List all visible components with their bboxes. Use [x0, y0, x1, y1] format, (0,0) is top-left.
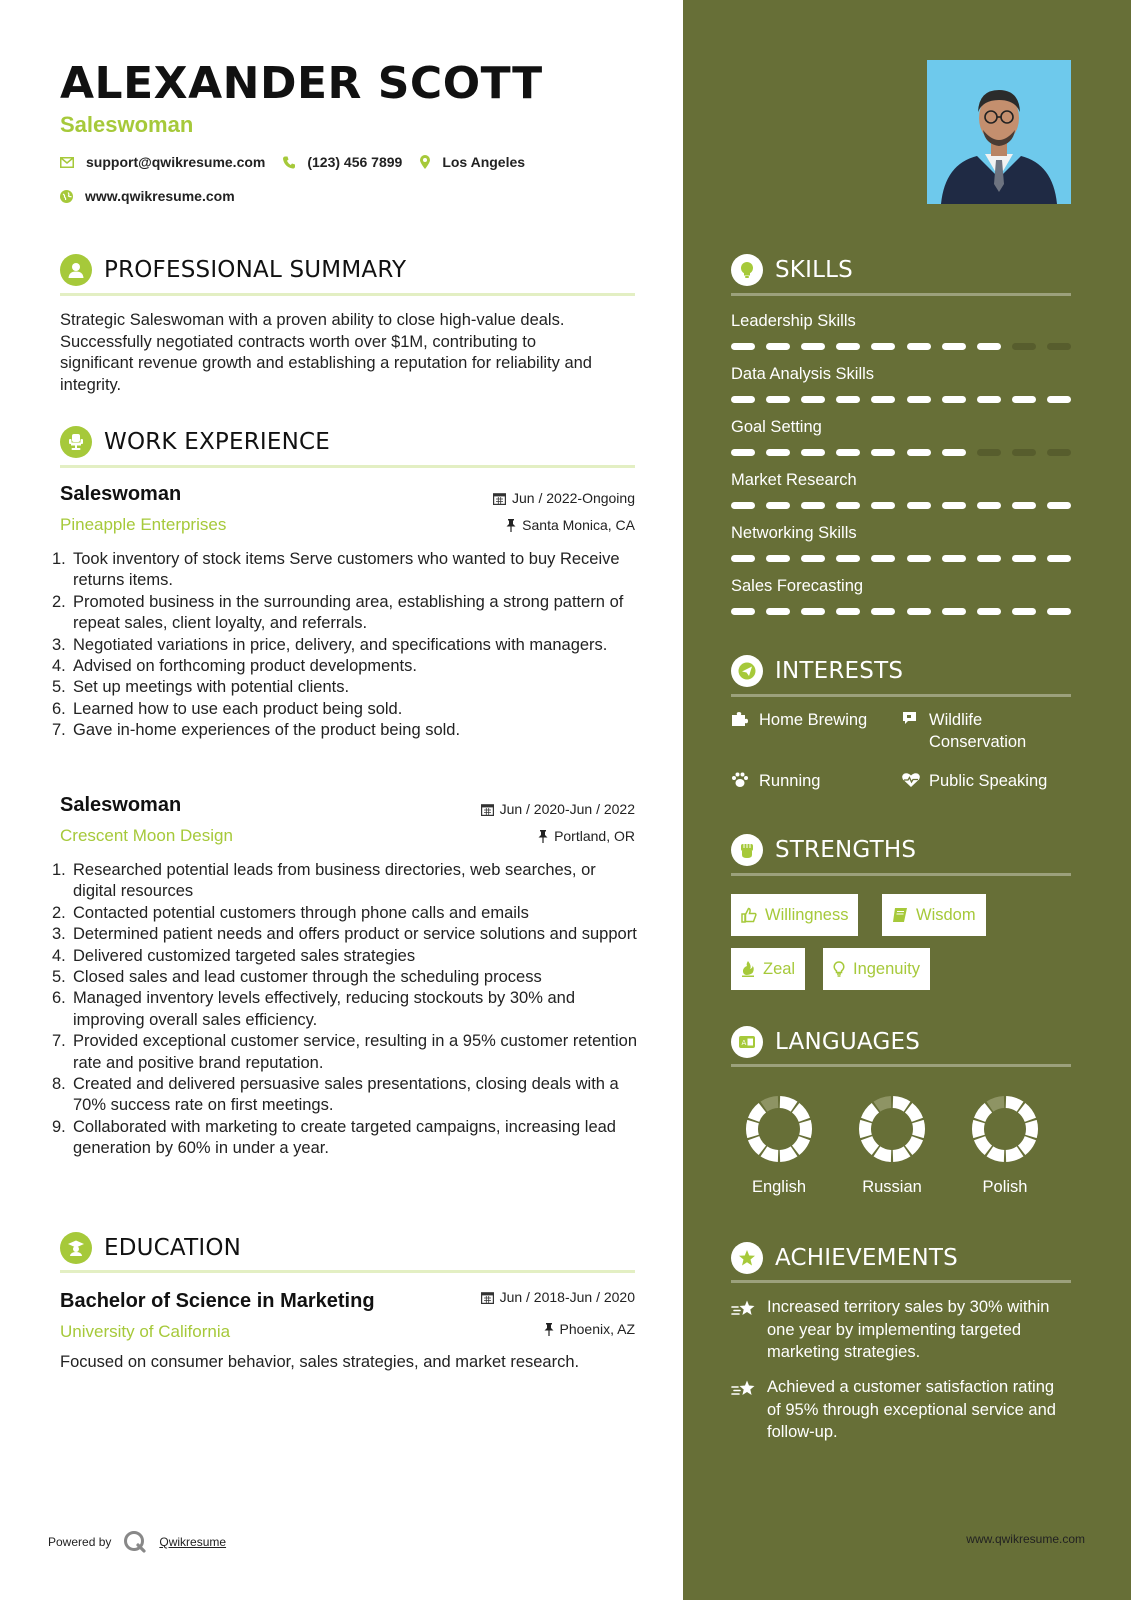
person-portrait-icon [927, 60, 1071, 204]
interests-heading [731, 655, 903, 687]
contact-row [60, 154, 543, 170]
pushpin-icon [544, 1323, 554, 1336]
achievements-divider [731, 1280, 1071, 1283]
skill-segment-filled [871, 449, 895, 456]
summary-text: Strategic Saleswoman with a proven ability to close high-value deals. Successfully negotiated contracts worth over $1M, contributing to significant revenue growth and establishing a reputation for reliability and integrity. [60, 311, 592, 394]
job-1-duty: 1. Took inventory of stock items Serve customers who wanted to buy Receive returns items. [52, 550, 620, 590]
job-1-duty: 6. Learned how to use each product being sold. [52, 699, 403, 718]
summary-divider [60, 293, 635, 296]
achievement-text: Achieved a customer satisfaction rating of 95% through exceptional service and follow-up. [767, 1378, 1056, 1441]
qwikresume-logo-icon [123, 1530, 147, 1554]
ring-segment-filled [805, 1122, 806, 1137]
ring-segment-filled [978, 1122, 979, 1137]
achievement-item [731, 1296, 1071, 1364]
skills-heading [731, 254, 853, 286]
language-item [842, 1094, 942, 1197]
graduate-icon [60, 1232, 92, 1264]
education-location [544, 1321, 636, 1337]
skill-segment-filled [907, 396, 931, 403]
job-2-duty: 3. Determined patient needs and offers product or service solutions and support [52, 925, 637, 944]
ring-segment-filled [752, 1122, 753, 1137]
calendar-icon [481, 1291, 494, 1304]
school: University of California [60, 1322, 231, 1341]
ring-segment-filled [1031, 1122, 1032, 1137]
strengths-divider [731, 873, 1071, 876]
phone-icon [283, 156, 295, 169]
skill-segment-filled [942, 608, 966, 615]
skill-segment-filled [871, 343, 895, 350]
summary-heading [60, 254, 406, 286]
chair-icon [60, 426, 92, 458]
skill-segment-filled [942, 555, 966, 562]
skill-segment-filled [871, 396, 895, 403]
languages-heading [731, 1026, 920, 1058]
job-2-location [538, 828, 635, 844]
skill-segment-filled [801, 608, 825, 615]
skill-segment-filled [766, 555, 790, 562]
job-1-duty: 4. Advised on forthcoming product developments. [52, 657, 417, 676]
skill-segment-filled [907, 343, 931, 350]
job-1-location-text: Santa Monica, CA [522, 517, 635, 533]
skill-segment-filled [801, 343, 825, 350]
achievement-text: Increased territory sales by 30% within one year by implementing targeted marketing strategies. [767, 1298, 1050, 1361]
skill-segment-empty [1047, 449, 1071, 456]
qwikresume-link[interactable]: Qwikresume [159, 1535, 227, 1549]
contact-phone[interactable] [283, 154, 402, 170]
skill-segment-filled [801, 449, 825, 456]
skill-segment-empty [1012, 449, 1036, 456]
strength-tag [823, 948, 930, 990]
education-divider [60, 1270, 635, 1273]
footer-powered-by [48, 1530, 226, 1554]
skill-segment-filled [731, 555, 755, 562]
job-1-company: Pineapple Enterprises [60, 515, 227, 534]
experience-title: WORK EXPERIENCE [104, 429, 331, 455]
ring-segment-filled [1006, 1151, 1020, 1156]
location-text: Los Angeles [442, 154, 526, 170]
powered-by-label: Powered by [48, 1535, 112, 1549]
ring-segment-filled [754, 1138, 763, 1150]
strengths-heading [731, 834, 916, 866]
skill-segment-filled [766, 396, 790, 403]
strength-label: Ingenuity [853, 959, 920, 978]
skill-segment-filled [1012, 396, 1036, 403]
education-heading [60, 1232, 241, 1264]
skill-level-bar [731, 449, 1071, 456]
skill-segment-filled [907, 502, 931, 509]
star-badge-icon [731, 1242, 763, 1274]
skill-segment-filled [977, 396, 1001, 403]
pushpin-icon [538, 830, 548, 843]
skill-segment-filled [977, 555, 1001, 562]
skill-segment-filled [1047, 555, 1071, 562]
ring-segment-filled [796, 1138, 805, 1150]
skill-segment-filled [801, 502, 825, 509]
envelope-icon [60, 157, 74, 168]
ring-segment-empty [990, 1102, 1004, 1107]
ring-segment-filled [909, 1108, 918, 1120]
skill-segment-empty [1012, 343, 1036, 350]
candidate-name: ALEXANDER SCOTT [60, 58, 543, 109]
skill-segment-filled [731, 608, 755, 615]
language-item [729, 1094, 829, 1197]
shooting-star-icon [731, 1299, 757, 1319]
achievement-item [731, 1376, 1071, 1444]
skills-divider [731, 293, 1071, 296]
skill-name: Data Analysis Skills [731, 365, 875, 383]
job-2-location-text: Portland, OR [554, 828, 635, 844]
skill-segment-filled [1012, 555, 1036, 562]
skill-segment-filled [977, 608, 1001, 615]
svg-text:A: A [741, 1039, 747, 1047]
interest-label: Wildlife Conservation [929, 711, 1027, 751]
education-title: EDUCATION [104, 1235, 242, 1261]
skill-segment-filled [1047, 502, 1071, 509]
book-icon [892, 907, 908, 923]
job-1-duty: 2. Promoted business in the surrounding area, establishing a strong pattern of repeat sales, client loyalty, and referrals. [52, 592, 624, 633]
strength-label: Willingness [765, 905, 849, 924]
experience-heading [60, 426, 330, 458]
skill-segment-filled [766, 449, 790, 456]
lightbulb-icon [833, 961, 845, 977]
contact-location [420, 154, 525, 170]
interest-item [731, 770, 901, 794]
language-name: English [751, 1178, 807, 1196]
job-2-duties [52, 860, 642, 1160]
skill-segment-filled [907, 608, 931, 615]
job-2-duty: 6. Managed inventory levels effectively, reducing stockouts by 30% and improving overall sales efficiency. [52, 989, 576, 1029]
job-2-duty: 8. Created and delivered persuasive sales presentations, closing deals with a 70% success rate on first meetings. [52, 1075, 619, 1115]
skill-segment-filled [836, 608, 860, 615]
footer-site: www.qwikresume.com [966, 1532, 1085, 1546]
job-1-date [493, 490, 635, 506]
strength-tag [882, 894, 986, 936]
job-2-company: Crescent Moon Design [60, 826, 233, 845]
email-text: support@qwikresume.com [86, 154, 266, 170]
user-icon [60, 254, 92, 286]
skill-segment-filled [836, 343, 860, 350]
skill-segment-filled [907, 555, 931, 562]
ring-segment-filled [867, 1108, 876, 1120]
skill-segment-filled [766, 502, 790, 509]
fist-icon [731, 834, 763, 866]
job-2-title: Saleswoman [60, 794, 182, 816]
skill-segment-filled [1012, 502, 1036, 509]
skill-segment-filled [836, 502, 860, 509]
achievements-heading [731, 1242, 958, 1274]
pushpin-icon [506, 519, 516, 532]
globe-icon [60, 190, 73, 203]
strength-label: Wisdom [916, 905, 976, 924]
contact-email[interactable] [60, 154, 265, 170]
ring-segment-filled [780, 1102, 794, 1107]
lightbulb-icon [731, 254, 763, 286]
skill-segment-filled [942, 502, 966, 509]
job-2-duty: 1. Researched potential leads from business directories, web searches, or digital resources [52, 861, 596, 901]
job-2-duty: 9. Collaborated with marketing to create targeted campaigns, increasing lead generation by 60% in under a year. [52, 1117, 616, 1158]
language-name: Russian [862, 1178, 922, 1196]
skill-segment-filled [836, 396, 860, 403]
ring-segment-filled [865, 1122, 866, 1137]
paw-icon [731, 772, 749, 788]
skill-level-bar [731, 502, 1071, 509]
skill-segment-empty [1047, 343, 1071, 350]
language-level-ring [970, 1094, 1040, 1164]
skill-segment-filled [731, 396, 755, 403]
flag-icon [901, 711, 919, 727]
ring-segment-filled [754, 1108, 763, 1120]
summary-title: PROFESSIONAL SUMMARY [104, 257, 407, 283]
ring-segment-filled [780, 1151, 794, 1156]
translate-icon [731, 1026, 763, 1058]
language-name: Polish [982, 1178, 1028, 1196]
language-item [955, 1094, 1055, 1197]
skill-segment-filled [871, 502, 895, 509]
achievements-title: ACHIEVEMENTS [775, 1245, 958, 1271]
interest-item [901, 709, 1071, 753]
ring-segment-filled [867, 1138, 876, 1150]
skills-title: SKILLS [775, 257, 853, 283]
calendar-icon [493, 492, 506, 505]
job-2-duty: 2. Contacted potential customers through phone calls and emails [52, 903, 529, 922]
skill-name: Goal Setting [731, 418, 822, 436]
profile-photo [927, 60, 1071, 204]
skill-segment-filled [907, 449, 931, 456]
candidate-role: Saleswoman [60, 112, 194, 137]
job-2-date-text: Jun / 2020-Jun / 2022 [499, 801, 635, 817]
skill-segment-filled [871, 555, 895, 562]
skill-segment-filled [871, 608, 895, 615]
skill-segment-filled [977, 502, 1001, 509]
ring-segment-empty [764, 1102, 778, 1107]
skill-segment-filled [1047, 396, 1071, 403]
skill-level-bar [731, 555, 1071, 562]
ring-segment-filled [1006, 1102, 1020, 1107]
education-description: Focused on consumer behavior, sales strategies, and market research. [60, 1353, 580, 1371]
education-date [481, 1289, 635, 1305]
puzzle-icon [731, 711, 749, 727]
strength-tag [731, 894, 858, 936]
skill-level-bar [731, 608, 1071, 615]
skill-name: Sales Forecasting [731, 577, 864, 595]
interest-label: Public Speaking [929, 772, 1048, 790]
skill-segment-filled [836, 449, 860, 456]
job-2-duty: 5. Closed sales and lead customer through the scheduling process [52, 968, 542, 987]
website-text: www.qwikresume.com [85, 188, 235, 204]
job-1-location [506, 517, 635, 533]
skill-segment-filled [801, 396, 825, 403]
skill-segment-filled [942, 343, 966, 350]
skill-segment-empty [977, 449, 1001, 456]
interest-item [901, 770, 1071, 794]
strengths-title: STRENGTHS [775, 837, 917, 863]
shooting-star-icon [731, 1379, 757, 1399]
heartbeat-icon [901, 772, 921, 788]
language-level-ring [744, 1094, 814, 1164]
interest-label: Running [759, 772, 821, 790]
map-pin-icon [420, 155, 430, 169]
fire-icon [741, 961, 755, 977]
skill-segment-filled [1012, 608, 1036, 615]
languages-title: LANGUAGES [775, 1029, 921, 1055]
ring-segment-filled [877, 1151, 891, 1156]
skill-segment-filled [731, 449, 755, 456]
skill-name: Leadership Skills [731, 312, 856, 330]
languages-divider [731, 1064, 1071, 1067]
interest-item [731, 709, 901, 733]
interests-divider [731, 694, 1071, 697]
skill-segment-filled [942, 449, 966, 456]
ring-segment-filled [1022, 1138, 1031, 1150]
job-1-duties [52, 549, 642, 742]
sidebar [683, 0, 1131, 1600]
skill-segment-filled [766, 608, 790, 615]
ring-segment-filled [764, 1151, 778, 1156]
strength-tag [731, 948, 805, 990]
strength-label: Zeal [763, 959, 796, 978]
ring-segment-filled [980, 1138, 989, 1150]
job-2-duty: 7. Provided exceptional customer service, resulting in a 95% customer retention rate and positive brand reputation. [52, 1032, 638, 1072]
skill-name: Market Research [731, 471, 857, 489]
ring-segment-filled [893, 1151, 907, 1156]
thumbs-up-icon [741, 907, 757, 923]
calendar-icon [481, 803, 494, 816]
contact-website[interactable] [60, 188, 235, 204]
skill-segment-filled [1047, 608, 1071, 615]
job-1-duty: 7. Gave in-home experiences of the product being sold. [52, 721, 461, 740]
phone-text: (123) 456 7899 [307, 154, 403, 170]
skill-segment-filled [977, 343, 1001, 350]
ring-segment-filled [909, 1138, 918, 1150]
paper-plane-icon [731, 655, 763, 687]
skill-segment-filled [801, 555, 825, 562]
skill-name: Networking Skills [731, 524, 857, 542]
language-level-ring [857, 1094, 927, 1164]
skill-level-bar [731, 396, 1071, 403]
ring-segment-filled [893, 1102, 907, 1107]
interest-label: Home Brewing [759, 711, 868, 729]
ring-segment-filled [1022, 1108, 1031, 1120]
interests-title: INTERESTS [775, 658, 904, 684]
ring-segment-filled [990, 1151, 1004, 1156]
skill-segment-filled [766, 343, 790, 350]
ring-segment-filled [918, 1122, 919, 1137]
skill-segment-filled [731, 343, 755, 350]
skill-segment-filled [731, 502, 755, 509]
ring-segment-filled [980, 1108, 989, 1120]
degree: Bachelor of Science in Marketing [60, 1290, 375, 1312]
job-1-duty: 3. Negotiated variations in price, delivery, and specifications with managers. [52, 635, 608, 654]
ring-segment-filled [796, 1108, 805, 1120]
experience-divider [60, 465, 635, 468]
skill-segment-filled [942, 396, 966, 403]
job-1-title: Saleswoman [60, 483, 182, 505]
education-location-text: Phoenix, AZ [559, 1321, 635, 1337]
job-2-date [481, 801, 635, 817]
job-2-duty: 4. Delivered customized targeted sales strategies [52, 946, 416, 965]
skill-segment-filled [836, 555, 860, 562]
ring-segment-empty [877, 1102, 891, 1107]
job-1-duty: 5. Set up meetings with potential clients. [52, 678, 350, 697]
job-1-date-text: Jun / 2022-Ongoing [512, 490, 635, 506]
education-date-text: Jun / 2018-Jun / 2020 [499, 1289, 635, 1305]
skill-level-bar [731, 343, 1071, 350]
